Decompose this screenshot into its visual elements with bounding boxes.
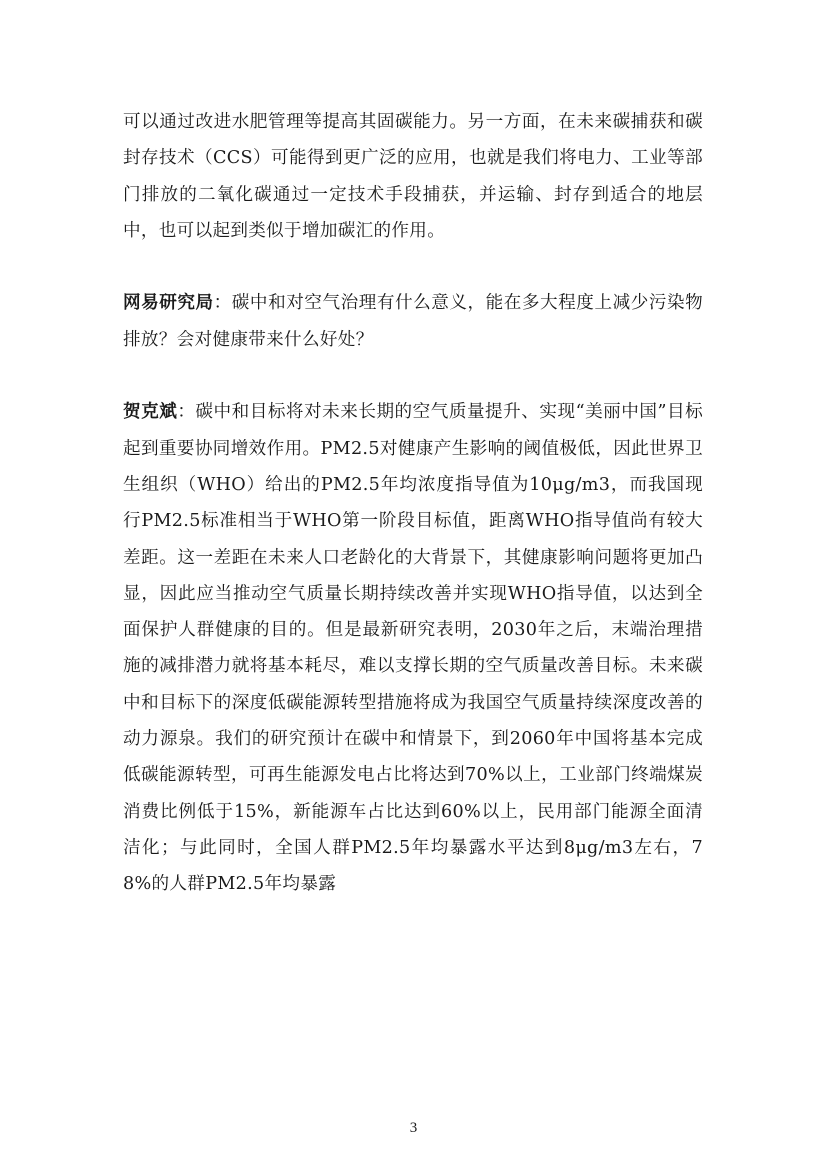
speaker-name: 网易研究局 [123,292,214,314]
speaker-name: 贺克斌 [123,401,178,423]
paragraph-3 [123,394,703,902]
paragraph-1-text: 可以通过改进水肥管理等提高其固碳能力。另一方面，在未来碳捕获和碳封存技术（CCS）可能得到更广泛的应用，也就是我们将电力、工业等部门排放的二氧化碳通过一定技术手段捕获，并运输、封存到适合的地层中，也可以起到类似于增加碳汇的作用。 [123,112,703,241]
paragraph-1 [123,104,703,249]
paragraph-3-text: ：碳中和目标将对未来长期的空气质量提升、实现“美丽中国”目标起到重要协同增效作用。PM2.5对健康产生影响的阈值极低，因此世界卫生组织（WHO）给出的PM2.5年均浓度指导值为10μg/m3，而我国现行PM2.5标准相当于WHO第一阶段目标值，距离WHO指导值尚有较大差距。这一差距在未来人口老龄化的大背景下，其健康影响问题将更加凸显，因此应当推动空气质量长期持续改善并实现WHO指导值，以达到全面保护人群健康的目的。但是最新研究表明，2030年之后，末端治理措施的减排潜力就将基本耗尽，难以支撑长期的空气质量改善目标。未来碳中和目标下的深度低碳能源转型措施将成为我国空气质量持续深度改善的动力源泉。我们的研究预计在碳中和情景下，到2060年中国将基本完成低碳能源转型，可再生能源发电占比将达到70%以上，工业部门终端煤炭消费比例低于15%，新能源车占比达到60%以上，民用部门能源全面清洁化；与此同时，全国人群PM2.5年均暴露水平达到8μg/m3左右，78%的人群PM2.5年均暴露 [123,402,703,895]
paragraph-2 [123,285,703,358]
paragraph-gap [123,358,703,394]
document-body [123,104,703,903]
paragraph-gap [123,249,703,285]
page-number: 3 [409,1120,418,1136]
paragraph-2-text: ：碳中和对空气治理有什么意义，能在多大程度上减少污染物排放？会对健康带来什么好处？ [123,293,703,350]
